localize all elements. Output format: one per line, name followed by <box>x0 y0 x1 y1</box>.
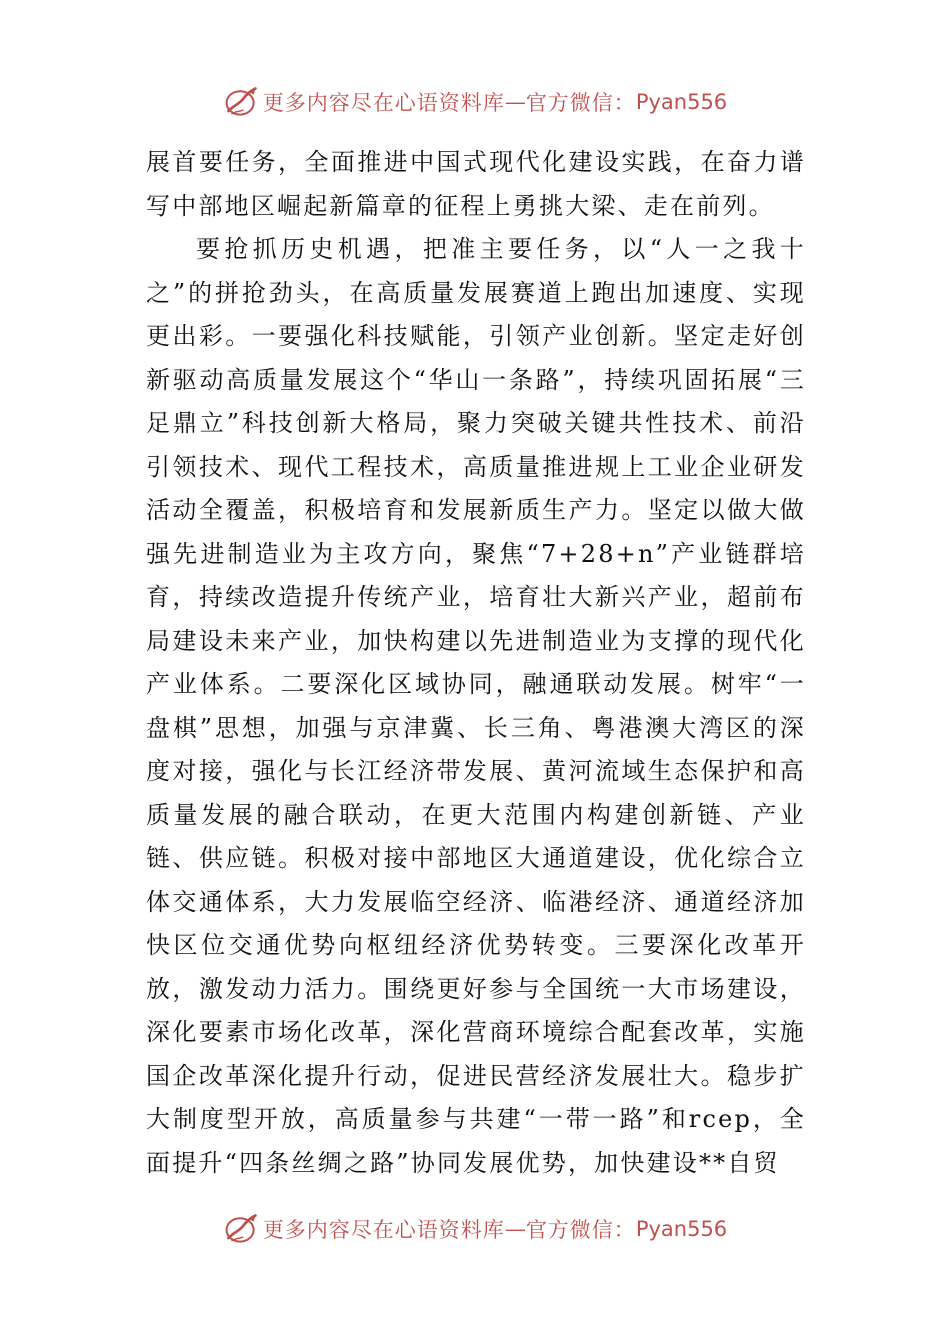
banner-text: 更多内容尽在心语资料库 <box>262 1218 505 1242</box>
banner-official-label: 官方微信： <box>525 91 636 115</box>
header-watermark-banner <box>0 80 950 124</box>
pen-signature-icon <box>223 1211 259 1247</box>
banner-official-label: 官方微信： <box>525 1218 636 1242</box>
paragraph-continuation: 展首要任务，全面推进中国式现代化建设实践，在奋力谱写中部地区崛起新篇章的征程上勇挑大梁、走在前列。 <box>146 148 806 220</box>
banner-wechat-handle: Pyan556 <box>635 1217 728 1241</box>
pen-signature-icon <box>223 84 259 120</box>
banner-text: 更多内容尽在心语资料库 <box>262 91 505 115</box>
paragraph-main: 要抢抓历史机遇，把准主要任务，以“人一之我十之”的拼抢劲头，在高质量发展赛道上跑出加速度、实现更出彩。一要强化科技赋能，引领产业创新。坚定走好创新驱动高质量发展这个“华山一条路”，持续巩固拓展“三足鼎立”科技创新大格局，聚力突破关键共性技术、前沿引领技术、现代工程技术，高质量推进规上工业企业研发活动全覆盖，积极培育和发展新质生产力。坚定以做大做强先进制造业为主攻方向，聚焦“7+28+n”产业链群培育，持续改造提升传统产业，培育壮大新兴产业，超前布局建设未来产业，加快构建以先进制造业为支撑的现代化产业体系。二要深化区域协同，融通联动发展。树牢“一盘棋”思想，加强与京津冀、长三角、粤港澳大湾区的深度对接，强化与长江经济带发展、黄河流域生态保护和高质量发展的融合联动，在更大范围内构建创新链、产业链、供应链。积极对接中部地区大通道建设，优化综合立体交通体系，大力发展临空经济、临港经济、通道经济加快区位交通优势向枢纽经济优势转变。三要深化改革开放，激发动力活力。围绕更好参与全国统一大市场建设，深化要素市场化改革，深化营商环境综合配套改革，实施国企改革深化提升行动，促进民营经济发展壮大。稳步扩大制度型开放，高质量参与共建“一带一路”和rcep，全面提升“四条丝绸之路”协同发展优势，加快建设**自贸 <box>146 235 806 1177</box>
document-body <box>146 141 806 1185</box>
banner-separator: — <box>504 90 526 114</box>
footer-watermark-banner <box>0 1207 950 1251</box>
banner-separator: — <box>504 1217 526 1241</box>
banner-wechat-handle: Pyan556 <box>635 90 728 114</box>
